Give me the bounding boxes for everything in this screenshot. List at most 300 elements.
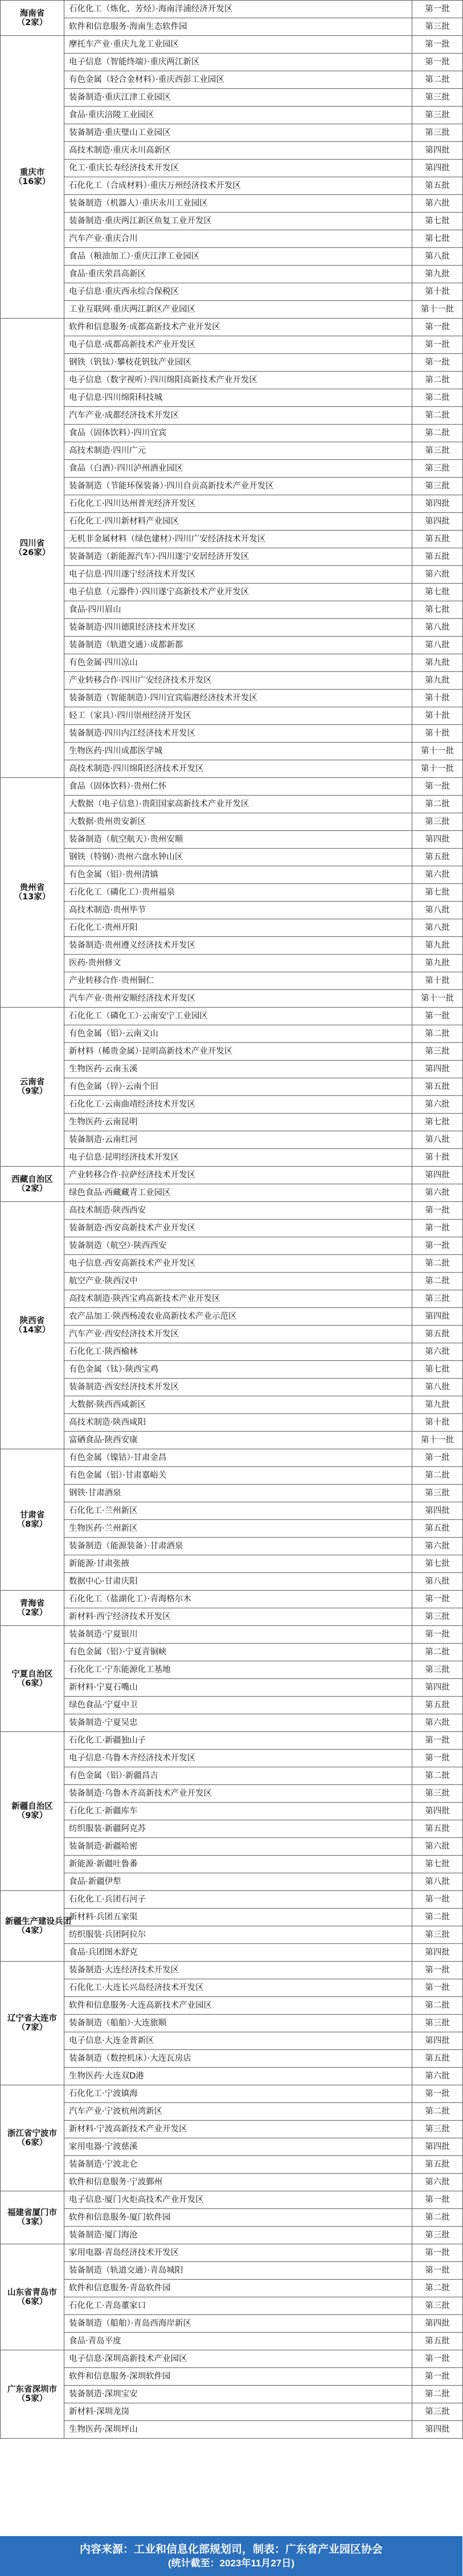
base-name-cell: 装备制造·乌鲁木齐高新技术产业开发区: [64, 1785, 412, 1803]
batch-cell: 第一批: [412, 1220, 463, 1237]
table-row: [1, 354, 463, 372]
batch-cell: 第八批: [412, 1573, 463, 1591]
table-row: [1, 2262, 463, 2280]
base-name-cell: 钢铁·甘肃酒泉: [64, 1485, 412, 1502]
base-name-cell: 装备制造（航空）·陕西西安: [64, 1237, 412, 1255]
base-name-cell: 家用电器·宁波慈溪: [64, 2138, 412, 2156]
table-row: [1, 18, 463, 36]
region-count: （9家）: [17, 1811, 48, 1820]
table-row: [1, 725, 463, 743]
table-row: [1, 407, 463, 425]
region-count: （5家）: [17, 2394, 48, 2403]
batch-cell: 第三批: [412, 1926, 463, 1944]
batch-cell: 第一批: [412, 2085, 463, 2103]
base-name-cell: 电子信息·大连金普新区: [64, 2032, 412, 2050]
base-name-cell: 有色金属（轻合金材料）·重庆西彭工业园区: [64, 71, 412, 89]
base-name-cell: 生物医药·云南玉溪: [64, 1061, 412, 1078]
batch-cell: 第一批: [412, 778, 463, 796]
base-name-cell: 装备制造·重庆璧山工业园区: [64, 124, 412, 142]
table-row: [1, 2297, 463, 2315]
table-row: [1, 778, 463, 796]
batch-cell: 第五批: [412, 2050, 463, 2068]
region-count: （8家）: [17, 1519, 48, 1529]
region-count: （16家）: [14, 177, 51, 186]
table-row: [1, 1255, 463, 1273]
base-name-cell: 装备制造·西安高新技术产业开发区: [64, 1220, 412, 1237]
batch-cell: 第四批: [412, 1061, 463, 1078]
base-name-cell: 有色金属（铝）·贵州清镇: [64, 866, 412, 884]
table-row: [1, 1202, 463, 1220]
region-count: （6家）: [17, 2297, 48, 2306]
table-row: [1, 142, 463, 160]
table-row: [1, 831, 463, 849]
base-name-cell: 电子信息·乌鲁木齐经济技术开发区: [64, 1750, 412, 1767]
base-name-cell: 电子信息·四川绵阳科技城: [64, 389, 412, 407]
table-row: [1, 1856, 463, 1873]
batch-cell: 第九批: [412, 672, 463, 690]
table-row: [1, 1220, 463, 1237]
batch-cell: 第四批: [412, 1944, 463, 1962]
batch-cell: 第七批: [412, 1114, 463, 1131]
batch-cell: 第七批: [412, 1361, 463, 1379]
table-row: [1, 1078, 463, 1096]
table-row: [1, 1096, 463, 1114]
batch-cell: 第二批: [412, 1025, 463, 1043]
base-name-cell: 家用电器·青岛经济技术开发区: [64, 2244, 412, 2262]
table-row: [1, 760, 463, 778]
batch-cell: 第五批: [412, 1697, 463, 1714]
batch-cell: 第三批: [412, 1661, 463, 1679]
batch-cell: 第八批: [412, 902, 463, 919]
base-name-cell: 装备制造·新疆哈密: [64, 1838, 412, 1856]
table-row: [1, 1414, 463, 1432]
batch-cell: 第二批: [412, 389, 463, 407]
base-name-cell: 电子信息·重庆西永综合保税区: [64, 283, 412, 301]
region-name: 云南省: [19, 1078, 45, 1087]
table-row: [1, 1131, 463, 1149]
base-name-cell: 汽车产业·宁波杭州湾新区: [64, 2103, 412, 2121]
table-row: [1, 796, 463, 813]
batch-cell: 第一批: [412, 1626, 463, 1644]
table-row: [1, 2050, 463, 2068]
base-name-cell: 高技术制造·陕西西安: [64, 1202, 412, 1220]
batch-cell: 第一批: [412, 2262, 463, 2280]
table-row: [1, 1308, 463, 1326]
base-name-cell: 软件和信息服务·大连高新技术产业园区: [64, 1997, 412, 2015]
base-name-cell: 装备制造·宁夏银川: [64, 1626, 412, 1644]
base-name-cell: 食品（固体饮料）·四川宜宾: [64, 425, 412, 442]
batch-cell: 第三批: [412, 478, 463, 495]
base-name-cell: 石化化工·贵州开阳: [64, 919, 412, 937]
base-name-cell: 装备制造（节能环保装备）·四川自贡高新技术产业开发区: [64, 478, 412, 495]
table-row: [1, 566, 463, 584]
base-name-cell: 高技术制造·贵州毕节: [64, 902, 412, 919]
table-row: [1, 1644, 463, 1661]
batch-cell: 第一批: [412, 1750, 463, 1767]
batch-cell: 第二批: [412, 2209, 463, 2227]
table-row: [1, 1608, 463, 1626]
region-name: 四川省: [19, 539, 45, 548]
region-name: 宁夏自治区: [11, 1669, 53, 1679]
base-name-cell: 化工·重庆长寿经济技术开发区: [64, 160, 412, 177]
table-row: [1, 619, 463, 637]
table-row: [1, 2121, 463, 2138]
batch-cell: 第二批: [412, 425, 463, 442]
batch-cell: 第二批: [412, 2386, 463, 2403]
batch-cell: 第三批: [412, 442, 463, 460]
batch-cell: 第六批: [412, 1343, 463, 1361]
batch-cell: 第一批: [412, 36, 463, 54]
batch-cell: 第八批: [412, 619, 463, 637]
base-name-cell: 食品·兵团图木舒克: [64, 1944, 412, 1962]
batch-cell: 第四批: [412, 2032, 463, 2050]
batch-cell: 第一批: [412, 1732, 463, 1750]
source-footer: [0, 2536, 462, 2576]
batch-cell: 第五批: [412, 531, 463, 548]
batch-cell: 第十批: [412, 972, 463, 990]
region-name: 广东省深圳市: [7, 2385, 57, 2394]
region-cell: [1, 2244, 64, 2350]
batch-cell: 第八批: [412, 1131, 463, 1149]
batch-cell: 第八批: [412, 637, 463, 654]
table-row: [1, 972, 463, 990]
batch-cell: 第九批: [412, 937, 463, 955]
table-row: [1, 990, 463, 1008]
base-name-cell: 产业转移合作·四川广安经济技术开发区: [64, 672, 412, 690]
table-row: [1, 1979, 463, 1997]
base-name-cell: 装备制造·贵州遵义经济技术开发区: [64, 937, 412, 955]
table-row: [1, 301, 463, 319]
table-row: [1, 2138, 463, 2156]
base-name-cell: 电子信息·深圳高新技术产业园区: [64, 2350, 412, 2368]
base-name-cell: 石化化工（盐湖化工）·青海格尔木: [64, 1591, 412, 1608]
table-row: [1, 283, 463, 301]
batch-cell: 第二批: [412, 1467, 463, 1485]
region-name: 新疆生产建设兵团: [5, 1917, 71, 1926]
table-row: [1, 2032, 463, 2050]
base-name-cell: 石化化工·大连长兴岛经济技术开发区: [64, 1979, 412, 1997]
table-row: [1, 1679, 463, 1697]
batch-cell: 第十批: [412, 283, 463, 301]
table-row: [1, 707, 463, 725]
batch-cell: 第十批: [412, 725, 463, 743]
batch-cell: 第一批: [412, 1008, 463, 1025]
base-name-cell: 装备制造·大连经济技术开发区: [64, 1962, 412, 1979]
table-row: [1, 124, 463, 142]
batch-cell: 第四批: [412, 1803, 463, 1820]
base-name-cell: 装备制造·宁夏吴忠: [64, 1714, 412, 1732]
batch-cell: 第十批: [412, 690, 463, 707]
base-name-cell: 石化化工·陕西榆林: [64, 1343, 412, 1361]
base-name-cell: 汽车产业·西安经济技术开发区: [64, 1326, 412, 1343]
base-name-cell: 生物医药·云南昆明: [64, 1114, 412, 1131]
table-row: [1, 319, 463, 336]
base-name-cell: 装备制造·厦门海沧: [64, 2227, 412, 2244]
table-row: [1, 1838, 463, 1856]
batch-cell: 第八批: [412, 919, 463, 937]
table-row: [1, 2227, 463, 2244]
table-row: [1, 1785, 463, 1803]
base-name-cell: 大数据（电子信息）·贵阳国家高新技术产业开发区: [64, 796, 412, 813]
batch-cell: 第八批: [412, 248, 463, 266]
base-name-cell: 新材料·西宁经济技术开发区: [64, 1608, 412, 1626]
table-row: [1, 1767, 463, 1785]
table-row: [1, 849, 463, 866]
region-name: 海南省: [19, 9, 45, 18]
base-name-cell: 绿色食品·宁夏中卫: [64, 1697, 412, 1714]
base-name-cell: 软件和信息服务·成都高新技术产业开发区: [64, 319, 412, 336]
base-name-cell: 装备制造（轨道交通）·成都新都: [64, 637, 412, 654]
table-row: [1, 1873, 463, 1891]
table-row: [1, 1485, 463, 1502]
table-row: [1, 36, 463, 54]
batch-cell: 第三批: [412, 1290, 463, 1308]
table-row: [1, 531, 463, 548]
base-name-cell: 数据中心·甘肃庆阳: [64, 1573, 412, 1591]
table-row: [1, 425, 463, 442]
batch-cell: 第五批: [412, 177, 463, 195]
region-cell: [1, 1449, 64, 1591]
table-row: [1, 1997, 463, 2015]
table-row: [1, 1237, 463, 1255]
base-name-cell: 轻工（家具）·四川崇州经济开发区: [64, 707, 412, 725]
base-name-cell: 装备制造·重庆江津工业园区: [64, 89, 412, 107]
batch-cell: 第一批: [412, 2350, 463, 2368]
region-count: （4家）: [17, 1926, 48, 1935]
table-row: [1, 1167, 463, 1184]
table-row: [1, 1025, 463, 1043]
base-name-cell: 装备制造·四川德阳经济技术开发区: [64, 619, 412, 637]
region-name: 山东省青岛市: [7, 2288, 57, 2297]
table-row: [1, 107, 463, 124]
table-row: [1, 2085, 463, 2103]
table-row: [1, 743, 463, 760]
table-row: [1, 389, 463, 407]
region-cell: [1, 778, 64, 1008]
base-name-cell: 软件和信息服务·青岛软件园: [64, 2280, 412, 2297]
table-row: [1, 248, 463, 266]
base-name-cell: 装备制造·西安经济技术开发区: [64, 1379, 412, 1396]
base-name-cell: 有色金属（铝）·云南文山: [64, 1025, 412, 1043]
table-row: [1, 1502, 463, 1520]
base-name-cell: 大数据·贵州贵安新区: [64, 813, 412, 831]
table-row: [1, 2386, 463, 2403]
region-count: （6家）: [17, 1678, 48, 1688]
base-name-cell: 石化化工（磷化工）·云南安宁工业园区: [64, 1008, 412, 1025]
base-name-cell: 摩托车产业·重庆九龙工业园区: [64, 36, 412, 54]
base-name-cell: 软件和信息服务·深圳软件园: [64, 2368, 412, 2386]
batch-cell: 第六批: [412, 566, 463, 584]
batch-cell: 第四批: [412, 1679, 463, 1697]
table-row: [1, 1962, 463, 1979]
table-row: [1, 1061, 463, 1078]
batch-cell: 第三批: [412, 2015, 463, 2032]
base-name-cell: 有色金属（铝）·甘肃嘉峪关: [64, 1467, 412, 1485]
region-count: （7家）: [17, 2023, 48, 2032]
table-row: [1, 1432, 463, 1449]
base-name-cell: 软件和信息服务·宁波鄞州: [64, 2174, 412, 2191]
batch-cell: 第六批: [412, 1838, 463, 1856]
batch-cell: 第九批: [412, 1396, 463, 1414]
region-count: （26家）: [14, 548, 51, 557]
table-row: [1, 813, 463, 831]
base-name-cell: 纺织服装·兵团阿拉尔: [64, 1926, 412, 1944]
table-row: [1, 372, 463, 389]
base-name-cell: 装备制造·重庆两江新区鱼复工业开发区: [64, 213, 412, 230]
base-name-cell: 食品（固体饮料）·贵州仁怀: [64, 778, 412, 796]
table-row: [1, 955, 463, 972]
base-name-cell: 新材料·宁波高新技术产业开发区: [64, 2121, 412, 2138]
base-name-cell: 钢铁（钒钛）·攀枝花钒钛产业园区: [64, 354, 412, 372]
base-name-cell: 石化化工（炼化、芳烃）·海南洋浦经济开发区: [64, 1, 412, 18]
batch-cell: 第四批: [412, 495, 463, 513]
table-row: [1, 513, 463, 531]
batch-cell: 第二批: [412, 1909, 463, 1926]
batch-cell: 第一批: [412, 354, 463, 372]
base-name-cell: 电子信息·昆明经济技术开发区: [64, 1149, 412, 1167]
batch-cell: 第三批: [412, 813, 463, 831]
batch-cell: 第四批: [412, 831, 463, 849]
batch-cell: 第二批: [412, 1644, 463, 1661]
base-name-cell: 装备制造（船舶）·青岛西海岸新区: [64, 2315, 412, 2333]
base-name-cell: 装备制造（机器人）·重庆永川工业园区: [64, 195, 412, 213]
batch-cell: 第一批: [412, 2368, 463, 2386]
base-name-cell: 电子信息（智能终端）·重庆两江新区: [64, 54, 412, 71]
batch-cell: 第三批: [412, 2297, 463, 2315]
base-name-cell: 工业互联网·重庆两江新区产业园区: [64, 301, 412, 319]
table-row: [1, 690, 463, 707]
region-cell: [1, 1891, 71, 1962]
table-row: [1, 2244, 463, 2262]
batch-cell: 第一批: [412, 1, 463, 18]
batch-cell: 第十一批: [412, 760, 463, 778]
batch-cell: 第八批: [412, 1379, 463, 1396]
batch-cell: 第三批: [412, 1043, 463, 1061]
batch-cell: 第七批: [412, 213, 463, 230]
batch-cell: 第十批: [412, 707, 463, 725]
batch-cell: 第六批: [412, 195, 463, 213]
table-row: [1, 460, 463, 478]
table-row: [1, 1555, 463, 1573]
region-name: 陕西省: [19, 1316, 45, 1326]
batch-cell: 第六批: [412, 1184, 463, 1202]
region-cell: [1, 319, 64, 778]
batch-cell: 第三批: [412, 2121, 463, 2138]
base-name-cell: 产业转移合作·拉萨经济技术开发区: [64, 1167, 412, 1184]
table-row: [1, 919, 463, 937]
batch-cell: 第二批: [412, 407, 463, 425]
region-count: （3家）: [17, 2218, 48, 2227]
batch-cell: 第九批: [412, 654, 463, 672]
table-row: [1, 478, 463, 495]
table-row: [1, 937, 463, 955]
region-cell: [1, 1626, 64, 1732]
table-row: [1, 1714, 463, 1732]
base-name-cell: 装备制造·四川内江经济技术开发区: [64, 725, 412, 743]
batch-cell: 第八批: [412, 1873, 463, 1891]
region-count: （9家）: [17, 1087, 48, 1096]
base-name-cell: 装备制造（航空航天）·贵州安顺: [64, 831, 412, 849]
table-row: [1, 1273, 463, 1290]
table-row: [1, 2209, 463, 2227]
base-name-cell: 石化化工（合成材料）·重庆万州经济技术开发区: [64, 177, 412, 195]
region-count: （2家）: [17, 1608, 48, 1617]
batch-cell: 第四批: [412, 142, 463, 160]
table-row: [1, 884, 463, 902]
batch-cell: 第七批: [412, 1856, 463, 1873]
base-name-cell: 电子信息·厦门火炬高技术产业开发区: [64, 2191, 412, 2209]
base-name-cell: 装备制造·云南红河: [64, 1131, 412, 1149]
table-row: [1, 1343, 463, 1361]
base-name-cell: 电子信息（元器件）·四川遂宁高新技术产业开发区: [64, 584, 412, 601]
batch-cell: 第三批: [412, 124, 463, 142]
table-row: [1, 601, 463, 619]
region-count: （14家）: [14, 1325, 51, 1335]
base-name-cell: 医药·贵州修文: [64, 955, 412, 972]
batch-cell: 第三批: [412, 107, 463, 124]
region-name: 甘肃省: [19, 1510, 45, 1520]
base-name-cell: 食品·青岛平度: [64, 2333, 412, 2350]
base-name-cell: 高技术制造·四川绵阳经济技术开发区: [64, 760, 412, 778]
table-row: [1, 2368, 463, 2386]
batch-cell: 第四批: [412, 1502, 463, 1520]
batch-cell: 第四批: [412, 2421, 463, 2439]
base-name-cell: 新材料·兵团五家渠: [64, 1909, 412, 1926]
batch-cell: 第四批: [412, 2138, 463, 2156]
batch-cell: 第五批: [412, 1820, 463, 1838]
batch-cell: 第五批: [412, 2333, 463, 2350]
table-row: [1, 1926, 463, 1944]
batch-cell: 第二批: [412, 1997, 463, 2015]
batch-cell: 第二批: [412, 1255, 463, 1273]
batch-cell: 第一批: [412, 1591, 463, 1608]
base-name-cell: 食品·四川眉山: [64, 601, 412, 619]
batch-cell: 第六批: [412, 2174, 463, 2191]
batch-cell: 第十一批: [412, 990, 463, 1008]
base-name-cell: 装备制造·深圳宝安: [64, 2386, 412, 2403]
table-body: [1, 1, 463, 2439]
batch-cell: 第五批: [412, 548, 463, 566]
region-cell: [1, 1, 64, 36]
batch-cell: 第二批: [412, 2280, 463, 2297]
base-name-cell: 装备制造（轨道交通）·青岛城阳: [64, 2262, 412, 2280]
base-name-cell: 石化化工·兰州新区: [64, 1502, 412, 1520]
base-name-cell: 食品·新疆伊犁: [64, 1873, 412, 1891]
table-row: [1, 1008, 463, 1025]
table-row: [1, 1891, 463, 1909]
table-row: [1, 1396, 463, 1414]
batch-cell: 第三批: [412, 2227, 463, 2244]
table-row: [1, 495, 463, 513]
region-name: 重庆市: [19, 168, 45, 177]
batch-cell: 第一批: [412, 1979, 463, 1997]
base-name-cell: 高技术制造·四川广元: [64, 442, 412, 460]
table-row: [1, 2333, 463, 2350]
batch-cell: 第一批: [412, 2191, 463, 2209]
base-name-cell: 食品·重庆涪陵工业园区: [64, 107, 412, 124]
base-name-cell: 产业转移合作·贵州铜仁: [64, 972, 412, 990]
table-row: [1, 584, 463, 601]
batch-cell: 第五批: [412, 2156, 463, 2174]
batch-cell: 第九批: [412, 266, 463, 283]
region-cell: [1, 2350, 64, 2439]
table-row: [1, 548, 463, 566]
footer-date-text: (统计截至：2023年11月27日): [167, 2558, 295, 2569]
region-name: 西藏自治区: [11, 1175, 53, 1184]
base-name-cell: 大数据·陕西西咸新区: [64, 1396, 412, 1414]
batch-cell: 第一批: [412, 319, 463, 336]
batch-cell: 第四批: [412, 1167, 463, 1184]
